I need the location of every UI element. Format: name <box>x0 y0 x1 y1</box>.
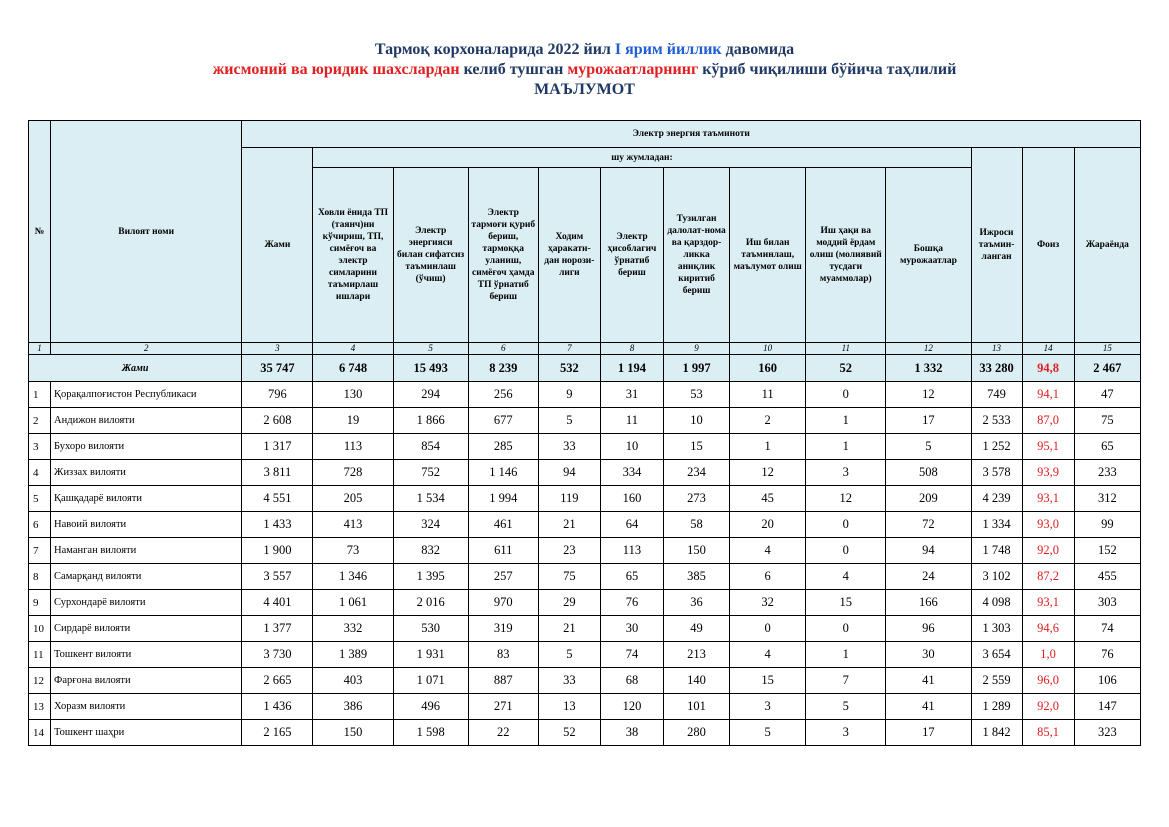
percent-cell: 93,9 <box>1022 460 1074 486</box>
value-cell: 31 <box>600 382 663 408</box>
value-cell: 36 <box>664 590 730 616</box>
percent-cell: 85,1 <box>1022 720 1074 746</box>
value-cell: 3 557 <box>242 564 313 590</box>
value-cell: 83 <box>468 642 538 668</box>
value-cell: 166 <box>886 590 971 616</box>
table-row <box>29 668 1141 694</box>
value-cell: 461 <box>468 512 538 538</box>
total-cell: 33 280 <box>971 355 1022 382</box>
value-cell: 72 <box>886 512 971 538</box>
value-cell: 256 <box>468 382 538 408</box>
header-executed: Ижроси таъмин-ланган <box>971 148 1022 343</box>
table-row <box>29 382 1141 408</box>
value-cell: 3 <box>806 460 886 486</box>
region-name: Наманган вилояти <box>51 538 242 564</box>
total-cell: 8 239 <box>468 355 538 382</box>
table-row <box>29 512 1141 538</box>
value-cell: 130 <box>313 382 393 408</box>
region-name: Жиззах вилояти <box>51 460 242 486</box>
region-name: Хоразм вилояти <box>51 694 242 720</box>
col-number: 1 <box>29 343 51 355</box>
region-name: Сирдарё вилояти <box>51 616 242 642</box>
table-row <box>29 642 1141 668</box>
value-cell: 22 <box>468 720 538 746</box>
percent-cell: 94,1 <box>1022 382 1074 408</box>
value-cell: 5 <box>538 642 600 668</box>
value-cell: 38 <box>600 720 663 746</box>
value-cell: 52 <box>538 720 600 746</box>
value-cell: 49 <box>664 616 730 642</box>
row-number: 14 <box>29 720 51 746</box>
value-cell: 0 <box>806 538 886 564</box>
percent-cell: 93,1 <box>1022 486 1074 512</box>
value-cell: 832 <box>393 538 468 564</box>
value-cell: 1 433 <box>242 512 313 538</box>
col-number: 11 <box>806 343 886 355</box>
row-number: 12 <box>29 668 51 694</box>
value-cell: 75 <box>1074 408 1140 434</box>
value-cell: 19 <box>313 408 393 434</box>
value-cell: 1 317 <box>242 434 313 460</box>
row-number: 10 <box>29 616 51 642</box>
value-cell: 2 665 <box>242 668 313 694</box>
title-text: давомида <box>721 41 795 58</box>
value-cell: 12 <box>730 460 806 486</box>
table-row <box>29 408 1141 434</box>
value-cell: 0 <box>730 616 806 642</box>
region-name: Андижон вилояти <box>51 408 242 434</box>
value-cell: 530 <box>393 616 468 642</box>
value-cell: 3 811 <box>242 460 313 486</box>
col-number: 10 <box>730 343 806 355</box>
value-cell: 94 <box>886 538 971 564</box>
value-cell: 29 <box>538 590 600 616</box>
value-cell: 4 098 <box>971 590 1022 616</box>
value-cell: 152 <box>1074 538 1140 564</box>
row-number: 9 <box>29 590 51 616</box>
title-text: келиб тушган <box>459 61 568 78</box>
value-cell: 4 551 <box>242 486 313 512</box>
header-c10: Иш билан таъминлаш, маълумот олиш <box>730 168 806 343</box>
value-cell: 854 <box>393 434 468 460</box>
col-number: 14 <box>1022 343 1074 355</box>
value-cell: 386 <box>313 694 393 720</box>
value-cell: 3 <box>806 720 886 746</box>
value-cell: 728 <box>313 460 393 486</box>
value-cell: 749 <box>971 382 1022 408</box>
value-cell: 10 <box>664 408 730 434</box>
region-name: Тошкент вилояти <box>51 642 242 668</box>
value-cell: 99 <box>1074 512 1140 538</box>
col-number: 13 <box>971 343 1022 355</box>
value-cell: 413 <box>313 512 393 538</box>
value-cell: 403 <box>313 668 393 694</box>
value-cell: 677 <box>468 408 538 434</box>
percent-cell: 92,0 <box>1022 538 1074 564</box>
total-cell: 15 493 <box>393 355 468 382</box>
value-cell: 113 <box>313 434 393 460</box>
value-cell: 119 <box>538 486 600 512</box>
value-cell: 74 <box>600 642 663 668</box>
value-cell: 24 <box>886 564 971 590</box>
table-row <box>29 434 1141 460</box>
value-cell: 1 <box>806 434 886 460</box>
total-cell: 1 997 <box>664 355 730 382</box>
value-cell: 3 730 <box>242 642 313 668</box>
value-cell: 0 <box>806 382 886 408</box>
value-cell: 0 <box>806 616 886 642</box>
value-cell: 1 <box>806 408 886 434</box>
table-row <box>29 538 1141 564</box>
value-cell: 257 <box>468 564 538 590</box>
value-cell: 120 <box>600 694 663 720</box>
value-cell: 1 866 <box>393 408 468 434</box>
col-number: 2 <box>51 343 242 355</box>
value-cell: 5 <box>806 694 886 720</box>
value-cell: 1 <box>730 434 806 460</box>
value-cell: 96 <box>886 616 971 642</box>
value-cell: 1 534 <box>393 486 468 512</box>
value-cell: 4 401 <box>242 590 313 616</box>
value-cell: 4 <box>730 538 806 564</box>
title-subjects: жисмоний ва юридик шахслардан <box>212 61 460 78</box>
value-cell: 140 <box>664 668 730 694</box>
header-percent: Фоиз <box>1022 148 1074 343</box>
value-cell: 13 <box>538 694 600 720</box>
percent-cell: 87,2 <box>1022 564 1074 590</box>
value-cell: 4 <box>806 564 886 590</box>
title-text: Тармоқ корхоналарида 2022 йил <box>374 41 615 58</box>
value-cell: 455 <box>1074 564 1140 590</box>
value-cell: 233 <box>1074 460 1140 486</box>
value-cell: 887 <box>468 668 538 694</box>
value-cell: 76 <box>1074 642 1140 668</box>
value-cell: 1 900 <box>242 538 313 564</box>
title-line-1 <box>0 40 1169 60</box>
value-cell: 752 <box>393 460 468 486</box>
title-line-2 <box>0 60 1169 80</box>
value-cell: 234 <box>664 460 730 486</box>
total-cell: 1 194 <box>600 355 663 382</box>
row-number: 6 <box>29 512 51 538</box>
value-cell: 2 608 <box>242 408 313 434</box>
col-number: 12 <box>886 343 971 355</box>
value-cell: 271 <box>468 694 538 720</box>
value-cell: 508 <box>886 460 971 486</box>
col-number: 3 <box>242 343 313 355</box>
region-name: Бухоро вилояти <box>51 434 242 460</box>
value-cell: 9 <box>538 382 600 408</box>
column-numbers-row <box>29 343 1141 355</box>
header-c9: Тузилган далолат-нома ва қарздор-ликка аниқлик киритиб бериш <box>664 168 730 343</box>
value-cell: 319 <box>468 616 538 642</box>
value-cell: 205 <box>313 486 393 512</box>
value-cell: 4 <box>730 642 806 668</box>
value-cell: 21 <box>538 512 600 538</box>
value-cell: 1 071 <box>393 668 468 694</box>
value-cell: 10 <box>600 434 663 460</box>
value-cell: 1 389 <box>313 642 393 668</box>
value-cell: 385 <box>664 564 730 590</box>
value-cell: 611 <box>468 538 538 564</box>
value-cell: 17 <box>886 720 971 746</box>
value-cell: 312 <box>1074 486 1140 512</box>
percent-cell: 93,1 <box>1022 590 1074 616</box>
region-name: Навоий вилояти <box>51 512 242 538</box>
row-number: 11 <box>29 642 51 668</box>
header-c12: Бошқа мурожаатлар <box>886 168 971 343</box>
col-number: 6 <box>468 343 538 355</box>
title-line-3: МАЪЛУМОТ <box>534 81 635 98</box>
col-number: 5 <box>393 343 468 355</box>
value-cell: 65 <box>600 564 663 590</box>
value-cell: 324 <box>393 512 468 538</box>
value-cell: 68 <box>600 668 663 694</box>
row-number: 13 <box>29 694 51 720</box>
value-cell: 2 016 <box>393 590 468 616</box>
percent-cell: 96,0 <box>1022 668 1074 694</box>
value-cell: 58 <box>664 512 730 538</box>
value-cell: 1 252 <box>971 434 1022 460</box>
value-cell: 334 <box>600 460 663 486</box>
header-region: Вилоят номи <box>51 121 242 343</box>
table-row <box>29 460 1141 486</box>
total-row <box>29 355 1141 382</box>
value-cell: 160 <box>600 486 663 512</box>
value-cell: 1 931 <box>393 642 468 668</box>
row-number: 2 <box>29 408 51 434</box>
value-cell: 1 334 <box>971 512 1022 538</box>
percent-cell: 87,0 <box>1022 408 1074 434</box>
total-cell: 532 <box>538 355 600 382</box>
value-cell: 4 239 <box>971 486 1022 512</box>
title-appeals: мурожаатларнинг <box>567 61 699 78</box>
value-cell: 64 <box>600 512 663 538</box>
value-cell: 33 <box>538 434 600 460</box>
header-in-progress: Жараёнда <box>1074 148 1140 343</box>
value-cell: 496 <box>393 694 468 720</box>
value-cell: 796 <box>242 382 313 408</box>
value-cell: 1 395 <box>393 564 468 590</box>
value-cell: 101 <box>664 694 730 720</box>
header-c11: Иш ҳақи ва моддий ёрдам олиш (молиявий тусдаги муаммолар) <box>806 168 886 343</box>
title-period: I ярим йиллик <box>614 41 722 58</box>
value-cell: 213 <box>664 642 730 668</box>
appeals-table <box>28 120 1141 746</box>
value-cell: 1 436 <box>242 694 313 720</box>
row-number: 4 <box>29 460 51 486</box>
region-name: Самарқанд вилояти <box>51 564 242 590</box>
row-number: 3 <box>29 434 51 460</box>
header-c6: Электр тармоғи қуриб бериш, тармоққа уланиш, симёғоч ҳамда ТП ўрнатиб бериш <box>468 168 538 343</box>
value-cell: 41 <box>886 668 971 694</box>
value-cell: 2 559 <box>971 668 1022 694</box>
value-cell: 1 842 <box>971 720 1022 746</box>
row-number: 1 <box>29 382 51 408</box>
value-cell: 332 <box>313 616 393 642</box>
value-cell: 150 <box>313 720 393 746</box>
percent-cell: 94,6 <box>1022 616 1074 642</box>
value-cell: 12 <box>886 382 971 408</box>
value-cell: 20 <box>730 512 806 538</box>
region-name: Тошкент шаҳри <box>51 720 242 746</box>
header-c8: Электр ҳисоблагич ўрнатиб бериш <box>600 168 663 343</box>
value-cell: 1 146 <box>468 460 538 486</box>
table-row <box>29 590 1141 616</box>
percent-cell: 95,1 <box>1022 434 1074 460</box>
header-group: Электр энергия таъминоти <box>242 121 1141 148</box>
value-cell: 5 <box>538 408 600 434</box>
value-cell: 2 <box>730 408 806 434</box>
value-cell: 74 <box>1074 616 1140 642</box>
value-cell: 30 <box>600 616 663 642</box>
value-cell: 150 <box>664 538 730 564</box>
value-cell: 1 061 <box>313 590 393 616</box>
table-row <box>29 616 1141 642</box>
title-text: кўриб чиқилиши бўйича таҳлилий <box>698 61 957 78</box>
value-cell: 5 <box>886 434 971 460</box>
header-total: Жами <box>242 148 313 343</box>
col-number: 7 <box>538 343 600 355</box>
row-number: 8 <box>29 564 51 590</box>
value-cell: 3 102 <box>971 564 1022 590</box>
value-cell: 41 <box>886 694 971 720</box>
value-cell: 21 <box>538 616 600 642</box>
percent-cell: 92,0 <box>1022 694 1074 720</box>
value-cell: 33 <box>538 668 600 694</box>
table-row <box>29 694 1141 720</box>
value-cell: 106 <box>1074 668 1140 694</box>
total-cell: 160 <box>730 355 806 382</box>
value-cell: 30 <box>886 642 971 668</box>
value-cell: 94 <box>538 460 600 486</box>
total-cell: 52 <box>806 355 886 382</box>
region-name: Қашқадарё вилояти <box>51 486 242 512</box>
table-row <box>29 564 1141 590</box>
value-cell: 273 <box>664 486 730 512</box>
row-number: 5 <box>29 486 51 512</box>
value-cell: 1 <box>806 642 886 668</box>
value-cell: 6 <box>730 564 806 590</box>
value-cell: 73 <box>313 538 393 564</box>
region-name: Қорақалпоғистон Республикаси <box>51 382 242 408</box>
value-cell: 11 <box>730 382 806 408</box>
value-cell: 15 <box>664 434 730 460</box>
row-number: 7 <box>29 538 51 564</box>
col-number: 15 <box>1074 343 1140 355</box>
value-cell: 15 <box>730 668 806 694</box>
total-cell: 35 747 <box>242 355 313 382</box>
total-label: Жами <box>29 355 242 382</box>
value-cell: 53 <box>664 382 730 408</box>
value-cell: 323 <box>1074 720 1140 746</box>
value-cell: 1 994 <box>468 486 538 512</box>
value-cell: 45 <box>730 486 806 512</box>
value-cell: 285 <box>468 434 538 460</box>
header-c7: Ходим ҳаракати-дан норози-лиги <box>538 168 600 343</box>
value-cell: 147 <box>1074 694 1140 720</box>
total-percent: 94,8 <box>1022 355 1074 382</box>
value-cell: 1 346 <box>313 564 393 590</box>
table-row <box>29 720 1141 746</box>
region-name: Сурхондарё вилояти <box>51 590 242 616</box>
header-c5: Электр энергияси билан сифатсиз таъминлаш (ўчиш) <box>393 168 468 343</box>
header-c4: Ховли ёнида ТП (таянч)ни кўчириш, ТП, симёғоч ва электр симларини таъмирлаш ишлари <box>313 168 393 343</box>
col-number: 9 <box>664 343 730 355</box>
value-cell: 75 <box>538 564 600 590</box>
header-subgroup: шу жумладан: <box>313 148 971 168</box>
value-cell: 0 <box>806 512 886 538</box>
value-cell: 280 <box>664 720 730 746</box>
value-cell: 11 <box>600 408 663 434</box>
percent-cell: 93,0 <box>1022 512 1074 538</box>
value-cell: 15 <box>806 590 886 616</box>
total-cell: 2 467 <box>1074 355 1140 382</box>
table-row <box>29 486 1141 512</box>
table-body <box>29 382 1141 746</box>
value-cell: 209 <box>886 486 971 512</box>
value-cell: 1 303 <box>971 616 1022 642</box>
value-cell: 1 377 <box>242 616 313 642</box>
value-cell: 5 <box>730 720 806 746</box>
value-cell: 2 533 <box>971 408 1022 434</box>
value-cell: 17 <box>886 408 971 434</box>
value-cell: 3 578 <box>971 460 1022 486</box>
value-cell: 32 <box>730 590 806 616</box>
value-cell: 3 654 <box>971 642 1022 668</box>
region-name: Фарғона вилояти <box>51 668 242 694</box>
total-cell: 1 332 <box>886 355 971 382</box>
value-cell: 47 <box>1074 382 1140 408</box>
header-no: № <box>29 121 51 343</box>
total-cell: 6 748 <box>313 355 393 382</box>
col-number: 8 <box>600 343 663 355</box>
value-cell: 2 165 <box>242 720 313 746</box>
value-cell: 65 <box>1074 434 1140 460</box>
value-cell: 23 <box>538 538 600 564</box>
value-cell: 1 748 <box>971 538 1022 564</box>
col-number: 4 <box>313 343 393 355</box>
value-cell: 7 <box>806 668 886 694</box>
value-cell: 303 <box>1074 590 1140 616</box>
value-cell: 3 <box>730 694 806 720</box>
report-title <box>0 40 1169 100</box>
value-cell: 113 <box>600 538 663 564</box>
value-cell: 1 598 <box>393 720 468 746</box>
value-cell: 76 <box>600 590 663 616</box>
percent-cell: 1,0 <box>1022 642 1074 668</box>
value-cell: 1 289 <box>971 694 1022 720</box>
value-cell: 12 <box>806 486 886 512</box>
value-cell: 294 <box>393 382 468 408</box>
value-cell: 970 <box>468 590 538 616</box>
